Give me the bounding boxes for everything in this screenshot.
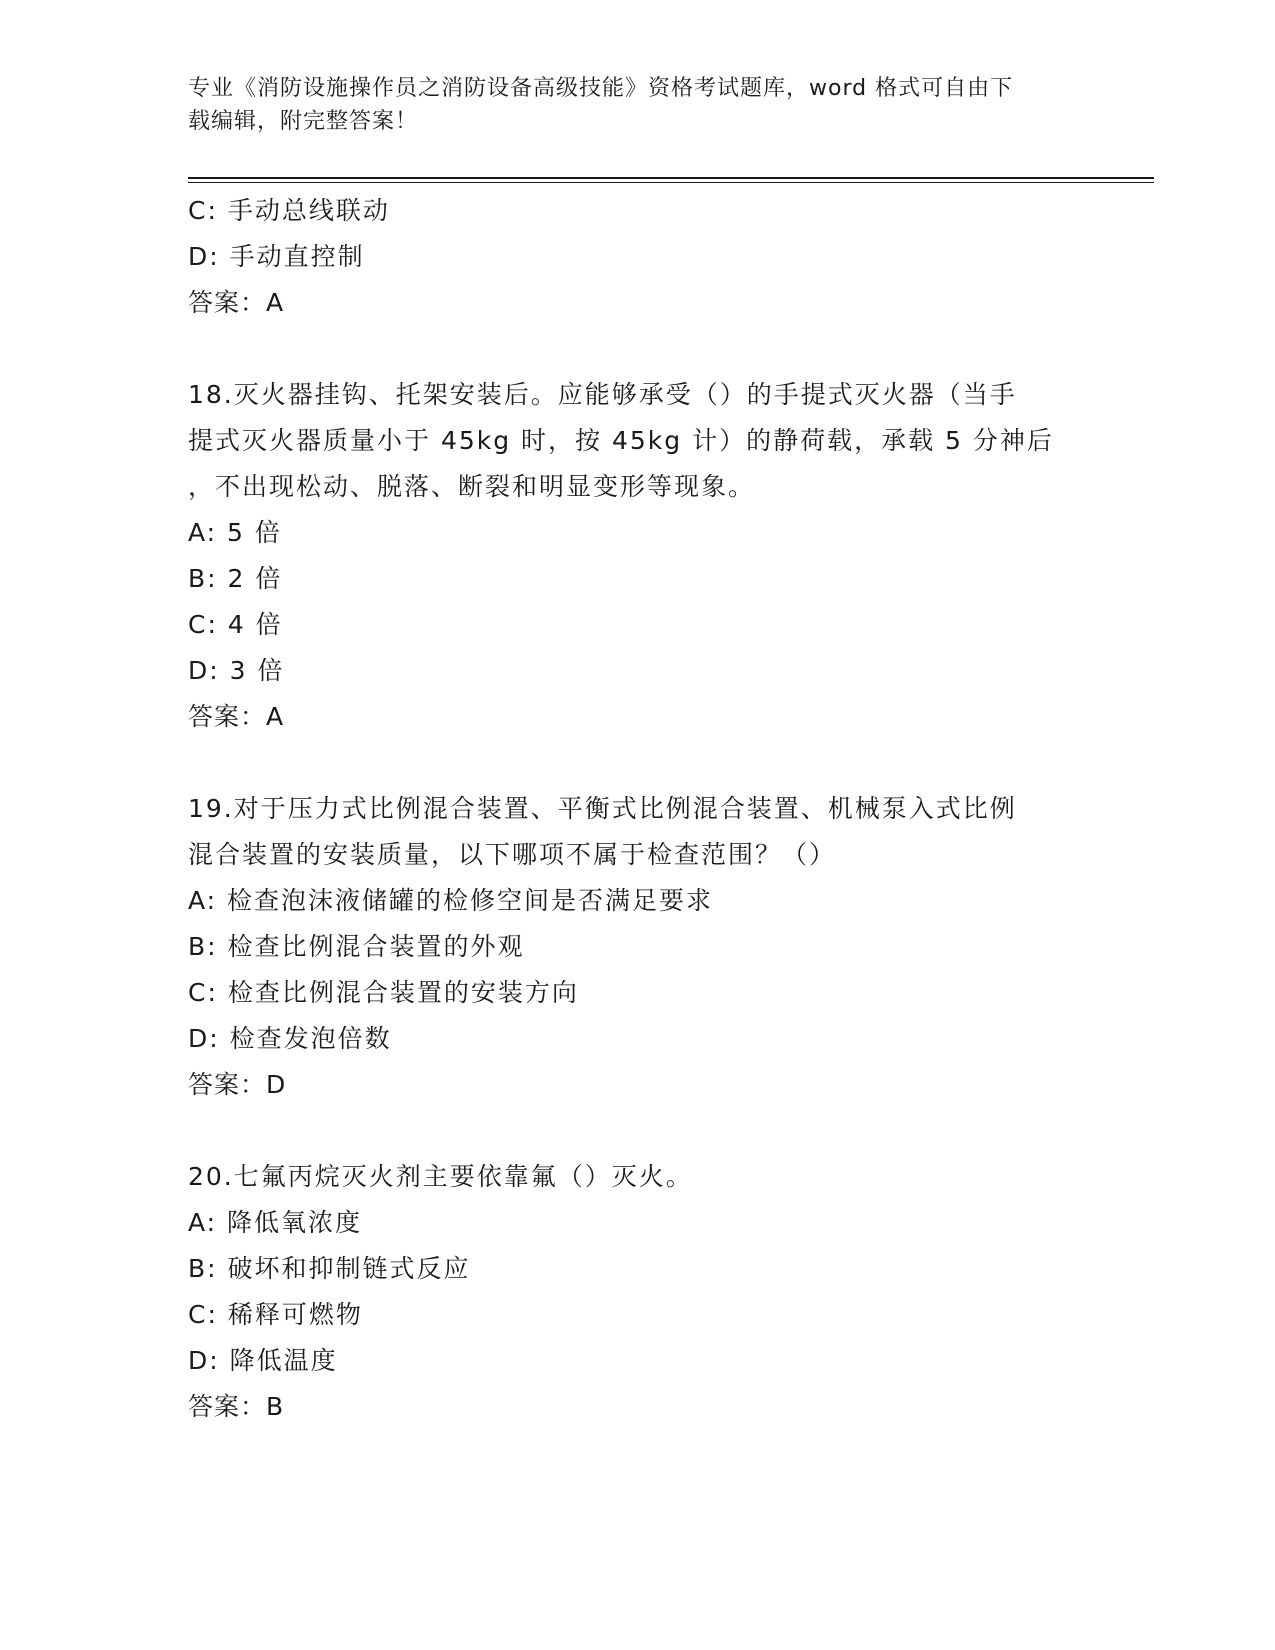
question-list (188, 188, 1068, 1430)
header-line-2: 载编辑，附完整答案！ (188, 109, 419, 134)
q19-answer: 答案：D (188, 1070, 287, 1099)
q18-option-a: A: 5 倍 (188, 518, 282, 547)
q19-stem-line-2: 混合装置的安装质量，以下哪项不属于检查范围？（） (188, 840, 837, 869)
q20-option-d: D: 降低温度 (188, 1346, 338, 1375)
q19-option-c: C: 检查比例混合装置的安装方向 (188, 978, 579, 1007)
header-divider-thin (188, 182, 1154, 183)
question-19 (188, 786, 1068, 1108)
q18-option-b: B: 2 倍 (188, 564, 283, 593)
header-divider-thick (188, 177, 1154, 179)
q19-stem-line-1: 19.对于压力式比例混合装置、平衡式比例混合装置、机械泵入式比例 (188, 794, 1017, 823)
header-line-1: 专业《消防设施操作员之消防设备高级技能》资格考试题库，word 格式可自由下 (188, 76, 1014, 101)
spacer (188, 326, 1068, 372)
document-header (188, 72, 1068, 138)
q20-answer: 答案：B (188, 1392, 285, 1421)
q19-option-d: D: 检查发泡倍数 (188, 1024, 392, 1053)
question-17-tail (188, 188, 1068, 326)
q17-answer: 答案：A (188, 288, 285, 317)
spacer (188, 740, 1068, 786)
q20-option-b: B: 破坏和抑制链式反应 (188, 1254, 471, 1283)
q18-stem-line-3: ，不出现松动、脱落、断裂和明显变形等现象。 (188, 472, 756, 501)
q17-option-d: D: 手动直控制 (188, 242, 365, 271)
q20-option-c: C: 稀释可燃物 (188, 1300, 363, 1329)
q18-stem-line-1: 18.灭火器挂钩、托架安装后。应能够承受（）的手提式灭火器（当手 (188, 380, 1017, 409)
question-18 (188, 372, 1068, 740)
q18-stem-line-2: 提式灭火器质量小于 45kg 时，按 45kg 计）的静荷载，承载 5 分神后 (188, 426, 1054, 455)
q17-option-c: C: 手动总线联动 (188, 196, 390, 225)
q20-option-a: A: 降低氧浓度 (188, 1208, 363, 1237)
spacer (188, 1108, 1068, 1154)
question-20 (188, 1154, 1068, 1430)
q18-answer: 答案：A (188, 702, 285, 731)
q18-option-d: D: 3 倍 (188, 656, 285, 685)
q20-stem-line-1: 20.七氟丙烷灭火剂主要依靠氟（）灭火。 (188, 1162, 693, 1191)
q19-option-b: B: 检查比例混合装置的外观 (188, 932, 525, 961)
q18-option-c: C: 4 倍 (188, 610, 283, 639)
q19-option-a: A: 检查泡沫液储罐的检修空间是否满足要求 (188, 886, 714, 915)
